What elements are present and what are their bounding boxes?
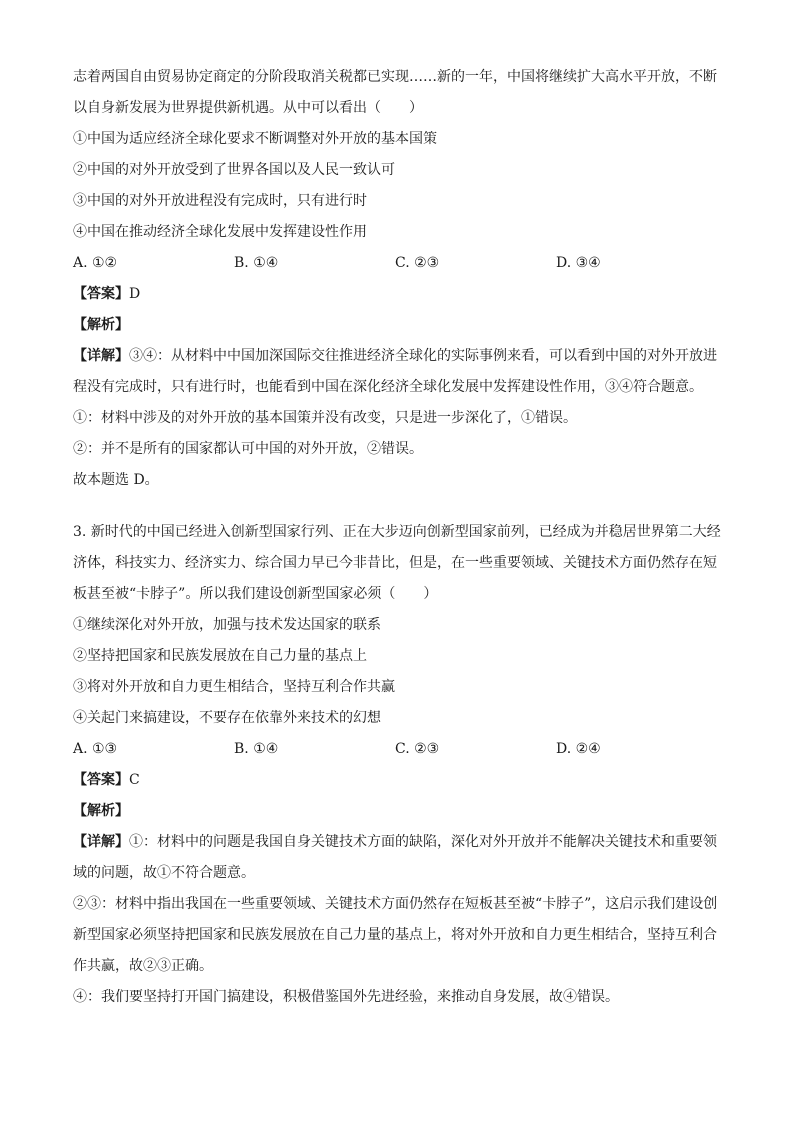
q2-detail-line-4: ②：并不是所有的国家都认可中国的对外开放，②错误。: [73, 441, 423, 457]
q2-detail-line-1: [73, 341, 725, 372]
q3-answer-tag: 【答案】: [73, 772, 129, 788]
q3-answer: [73, 765, 725, 796]
q3-option-4: ④关起门来搞建设，不要存在依靠外来技术的幻想: [73, 710, 381, 726]
q3-stem-line-2: 济体，科技实力、经济实力、综合国力早已今非昔比，但是，在一些重要领域、关键技术方面仍然存在短: [73, 555, 717, 571]
q3-choice-b: B. ①④: [234, 741, 279, 757]
q2-answer-value: D: [129, 286, 141, 302]
q2-detail-text-1: ③④：从材料中中国加深国际交往推进经济全球化的实际事例来看，可以看到中国的对外开放进: [129, 348, 717, 364]
q2-detail-line-3: ①：材料中涉及的对外开放的基本国策并没有改变，只是进一步深化了，①错误。: [73, 410, 577, 426]
q3-stem-line-3: 板甚至被“卡脖子”。所以我们建设创新型国家必须（ ）: [73, 586, 438, 602]
q3-stem-line-1: 3. 新时代的中国已经进入创新型国家行列、正在大步迈向创新型国家前列，已经成为并稳居世界第二大经: [73, 524, 721, 540]
q3-option-3: ③将对外开放和自力更生相结合，坚持互利合作共赢: [73, 679, 395, 695]
q2-choice-c: C. ②③: [395, 255, 440, 271]
q3-choice-a: A. ①③: [73, 741, 118, 757]
q3-detail-line-3: ②③：材料中指出我国在一些重要领域、关键技术方面仍然存在短板甚至被“卡脖子”，这启示我们建设创: [73, 896, 718, 912]
q2-answer: [73, 279, 725, 310]
q2-analysis-tag: 【解析】: [73, 317, 129, 333]
q3-choices: [73, 734, 725, 765]
q2-stem-line-2: 以自身新发展为世界提供新机遇。从中可以看出（ ）: [73, 100, 423, 116]
q2-detail-line-2: 程没有完成时，只有进行时，也能看到中国在深化经济全球化发展中发挥建设性作用，③④符合题意。: [73, 379, 703, 395]
document-page: [73, 62, 725, 1013]
q3-detail-line-5: 作共赢，故②③正确。: [73, 958, 213, 974]
q3-detail-text-1: ①：材料中的问题是我国自身关键技术方面的缺陷，深化对外开放并不能解决关键技术和重要领: [129, 834, 717, 850]
q2-detail-line-5: 故本题选 D。: [73, 472, 159, 488]
q2-option-4: ④中国在推动经济全球化发展中发挥建设性作用: [73, 224, 367, 240]
q2-choice-a: A. ①②: [73, 255, 118, 271]
q3-choice-d: D. ②④: [556, 741, 601, 757]
q2-choice-d: D. ③④: [556, 255, 601, 271]
q3-analysis-tag: 【解析】: [73, 803, 129, 819]
question-2: [73, 62, 725, 496]
q3-detail-line-6: ④：我们要坚持打开国门搞建设，积极借鉴国外先进经验，来推动自身发展，故④错误。: [73, 989, 619, 1005]
q2-detail-tag: 【详解】: [73, 348, 129, 364]
q2-analysis: [73, 310, 725, 341]
q2-choices: [73, 248, 725, 279]
q3-option-2: ②坚持把国家和民族发展放在自己力量的基点上: [73, 648, 367, 664]
question-spacer: [73, 496, 725, 517]
q3-detail-line-4: 新型国家必须坚持把国家和民族发展放在自己力量的基点上，将对外开放和自力更生相结合，坚持互利合: [73, 927, 717, 943]
q3-detail-tag: 【详解】: [73, 834, 129, 850]
question-3: [73, 517, 725, 1013]
q3-detail-line-2: 域的问题，故①不符合题意。: [73, 865, 255, 881]
q3-detail-line-1: [73, 827, 725, 858]
q3-answer-value: C: [129, 772, 140, 788]
q3-choice-c: C. ②③: [395, 741, 440, 757]
q2-answer-tag: 【答案】: [73, 286, 129, 302]
q2-option-3: ③中国的对外开放进程没有完成时，只有进行时: [73, 193, 367, 209]
q3-option-1: ①继续深化对外开放，加强与技术发达国家的联系: [73, 617, 381, 633]
q2-option-2: ②中国的对外开放受到了世界各国以及人民一致认可: [73, 162, 395, 178]
q2-option-1: ①中国为适应经济全球化要求不断调整对外开放的基本国策: [73, 131, 437, 147]
q3-analysis: [73, 796, 725, 827]
q2-stem-line-1: 志着两国自由贸易协定商定的分阶段取消关税都已实现……新的一年，中国将继续扩大高水平开放，不断: [73, 69, 717, 85]
q2-choice-b: B. ①④: [234, 255, 279, 271]
